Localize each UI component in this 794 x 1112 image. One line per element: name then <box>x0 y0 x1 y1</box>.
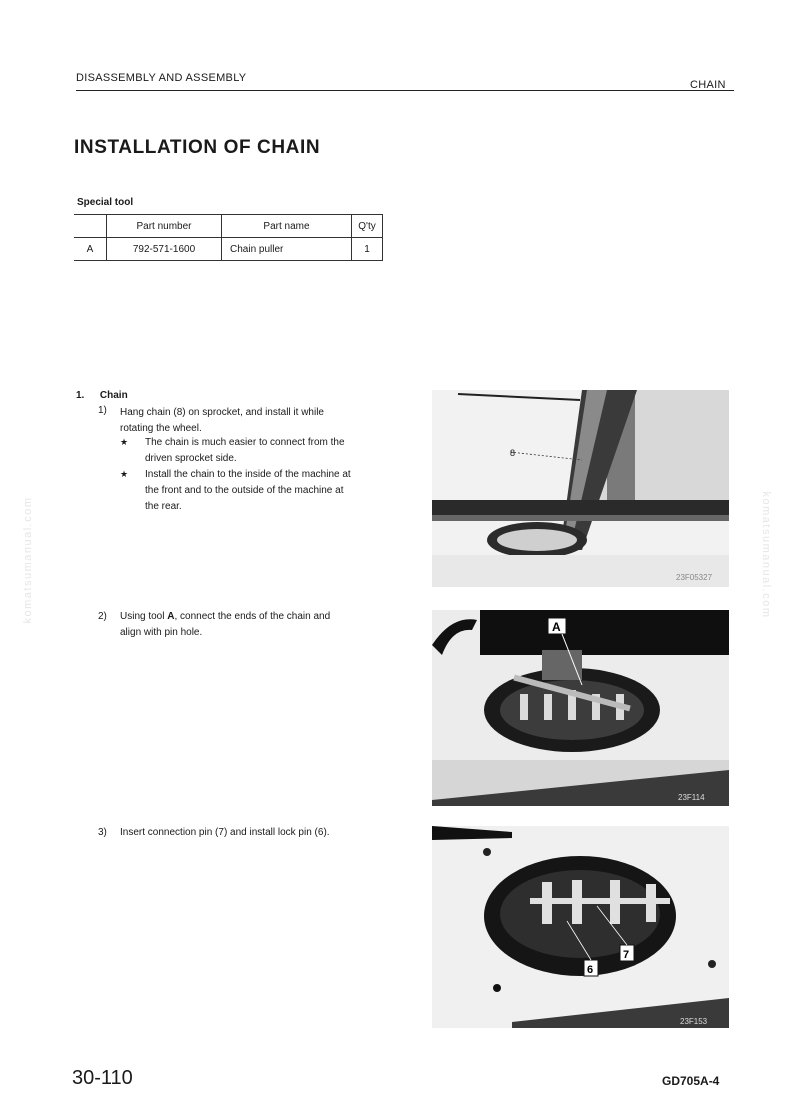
photo-chain-on-sprocket <box>432 390 729 587</box>
watermark-right: komatsumanual.com <box>760 491 772 619</box>
note-line: The chain is much easier to connect from the <box>145 437 345 448</box>
step-1-line: Hang chain (8) on sprocket, and install it while <box>120 407 324 418</box>
photo-3-label-a: 7 <box>623 949 630 961</box>
note-line: Install the chain to the inside of the machine at <box>145 469 351 480</box>
photo-1-code: 23F05327 <box>676 573 713 582</box>
header-section-title: DISASSEMBLY AND ASSEMBLY <box>76 72 247 84</box>
photo-1-label: 8 <box>510 448 516 458</box>
step-2-line <box>120 609 410 625</box>
table-row <box>74 238 383 261</box>
table-header-qty: Q'ty <box>352 215 383 238</box>
photo-connection-pins <box>432 826 729 1028</box>
tool-part-number-cell: 792-571-1600 <box>107 238 222 261</box>
table-header-part-name: Part name <box>222 215 352 238</box>
step-2-text <box>120 609 410 641</box>
photo-2-label: A <box>552 620 561 634</box>
photo-3-label-b: 6 <box>587 964 594 976</box>
note-line: the rear. <box>145 501 182 512</box>
section-title: Chain <box>99 390 128 401</box>
table-header-row <box>74 215 383 238</box>
tool-part-name-cell: Chain puller <box>222 238 352 261</box>
step-2-text-after: , connect the ends of the chain and <box>174 611 331 622</box>
special-tool-label: Special tool <box>77 197 134 208</box>
tool-qty-cell: 1 <box>352 238 383 261</box>
step-2-line: align with pin hole. <box>120 627 203 638</box>
photo-2-code: 23F114 <box>678 793 705 802</box>
note-star-icon: ★ <box>120 469 129 479</box>
step-2-tool-ref: A <box>167 611 175 622</box>
note-line: the front and to the outside of the machine at <box>145 485 344 496</box>
tool-id-cell: A <box>74 238 107 261</box>
page-title: INSTALLATION OF CHAIN <box>74 137 321 158</box>
special-tool-table <box>74 214 383 261</box>
section-heading <box>76 390 128 401</box>
step-2-number: 2) <box>98 611 107 622</box>
note-star-icon: ★ <box>120 437 129 447</box>
step-1-line: rotating the wheel. <box>120 423 202 434</box>
step-1-note-2 <box>145 467 415 515</box>
header-rule <box>76 90 734 91</box>
photo-chain-puller-tool <box>432 610 729 806</box>
photo-3-code: 23F153 <box>680 1017 708 1026</box>
step-3-number: 3) <box>98 827 107 838</box>
watermark-left: komatsumanual.com <box>22 496 34 624</box>
table-header-part-number: Part number <box>107 215 222 238</box>
step-3-text: Insert connection pin (7) and install lock pin (6). <box>120 827 330 838</box>
table-header-id <box>74 215 107 238</box>
step-1-note-1 <box>145 435 415 467</box>
step-1-number: 1) <box>98 405 107 416</box>
page-number: 30-110 <box>72 1067 133 1089</box>
header-chapter-title: CHAIN <box>690 79 726 91</box>
model-number: GD705A-4 <box>662 1074 720 1088</box>
note-line: driven sprocket side. <box>145 453 237 464</box>
section-number: 1. <box>76 390 85 401</box>
step-1-text <box>120 405 410 437</box>
step-2-text-before: Using tool <box>120 611 168 622</box>
